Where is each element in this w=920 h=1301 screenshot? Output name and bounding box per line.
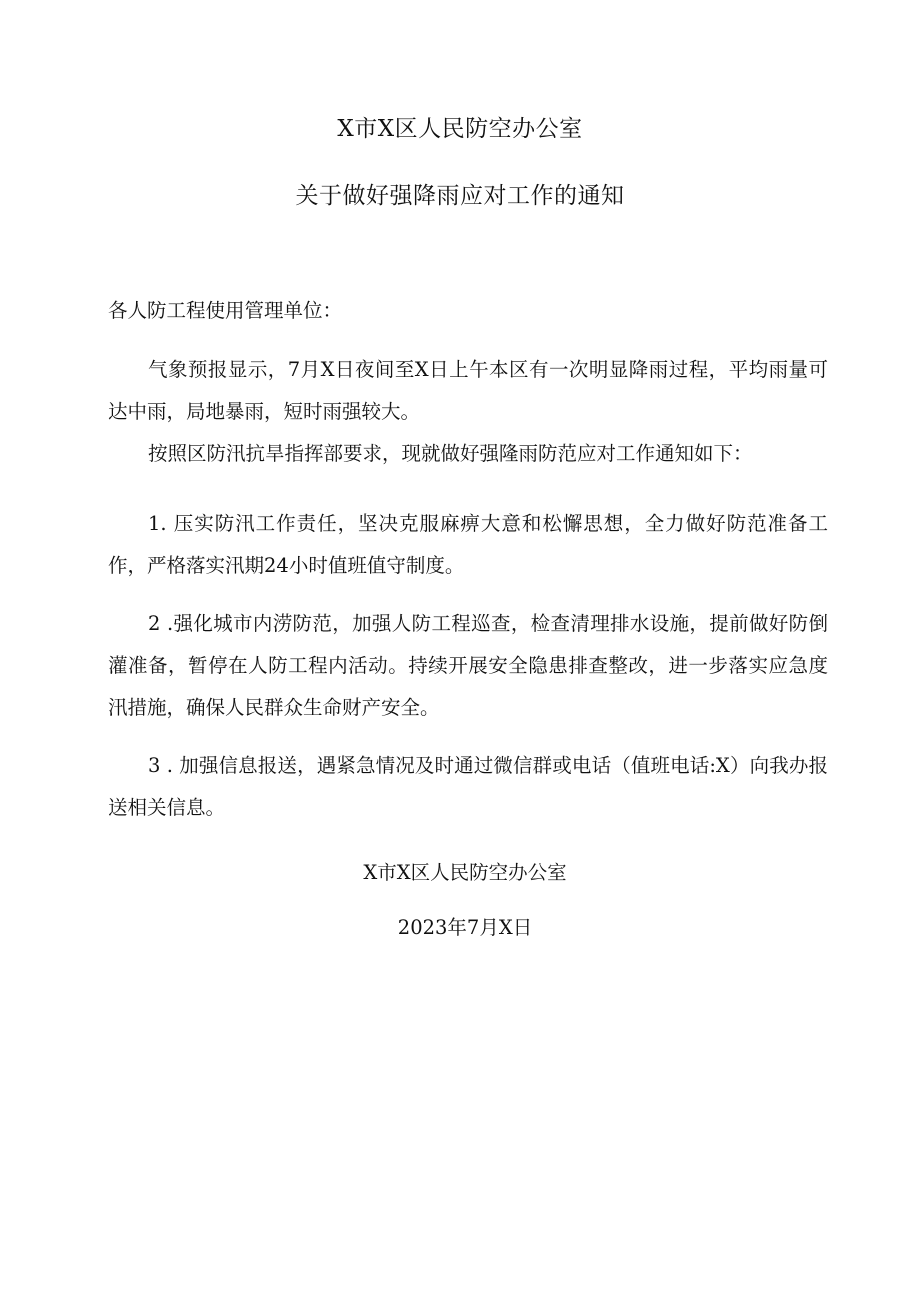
document-title-line-2: 关于做好强降雨应对工作的通知 xyxy=(295,183,625,209)
list-item-3: 3 . 加强信息报送，遇紧急情况及时通过微信群或电话（值班电话:X）向我办报送相关信息。 xyxy=(108,754,828,819)
paragraph-weather-forecast: 气象预报显示，7月X日夜间至X日上午本区有一次明显降雨过程，平均雨量可达中雨，局地暴雨，短时雨强较大。 xyxy=(108,358,828,423)
list-item-1: 1. 压实防汛工作责任，坚决克服麻痹大意和松懈思想，全力做好防范准备工作，严格落实汛期24小时值班值守制度。 xyxy=(108,512,828,577)
salutation: 各人防工程使用管理单位： xyxy=(108,299,343,322)
issue-date: 2023年7月X日 xyxy=(397,916,533,939)
document-title-line-1: X市X区人民防空办公室 xyxy=(337,116,583,142)
issuer-signature: X市X区人民防空办公室 xyxy=(363,861,567,884)
paragraph-notice-intro: 按照区防汛抗旱指挥部要求，现就做好强隆雨防范应对工作通知如下： xyxy=(148,442,753,465)
list-item-2: 2 .强化城市内涝防范，加强人防工程巡查，检查清理排水设施，提前做好防倒灌准备，暂停在人防工程内活动。持续开展安全隐患排查整改，进一步落实应急度汛措施，确保人民群众生命财产安全。 xyxy=(108,612,828,719)
